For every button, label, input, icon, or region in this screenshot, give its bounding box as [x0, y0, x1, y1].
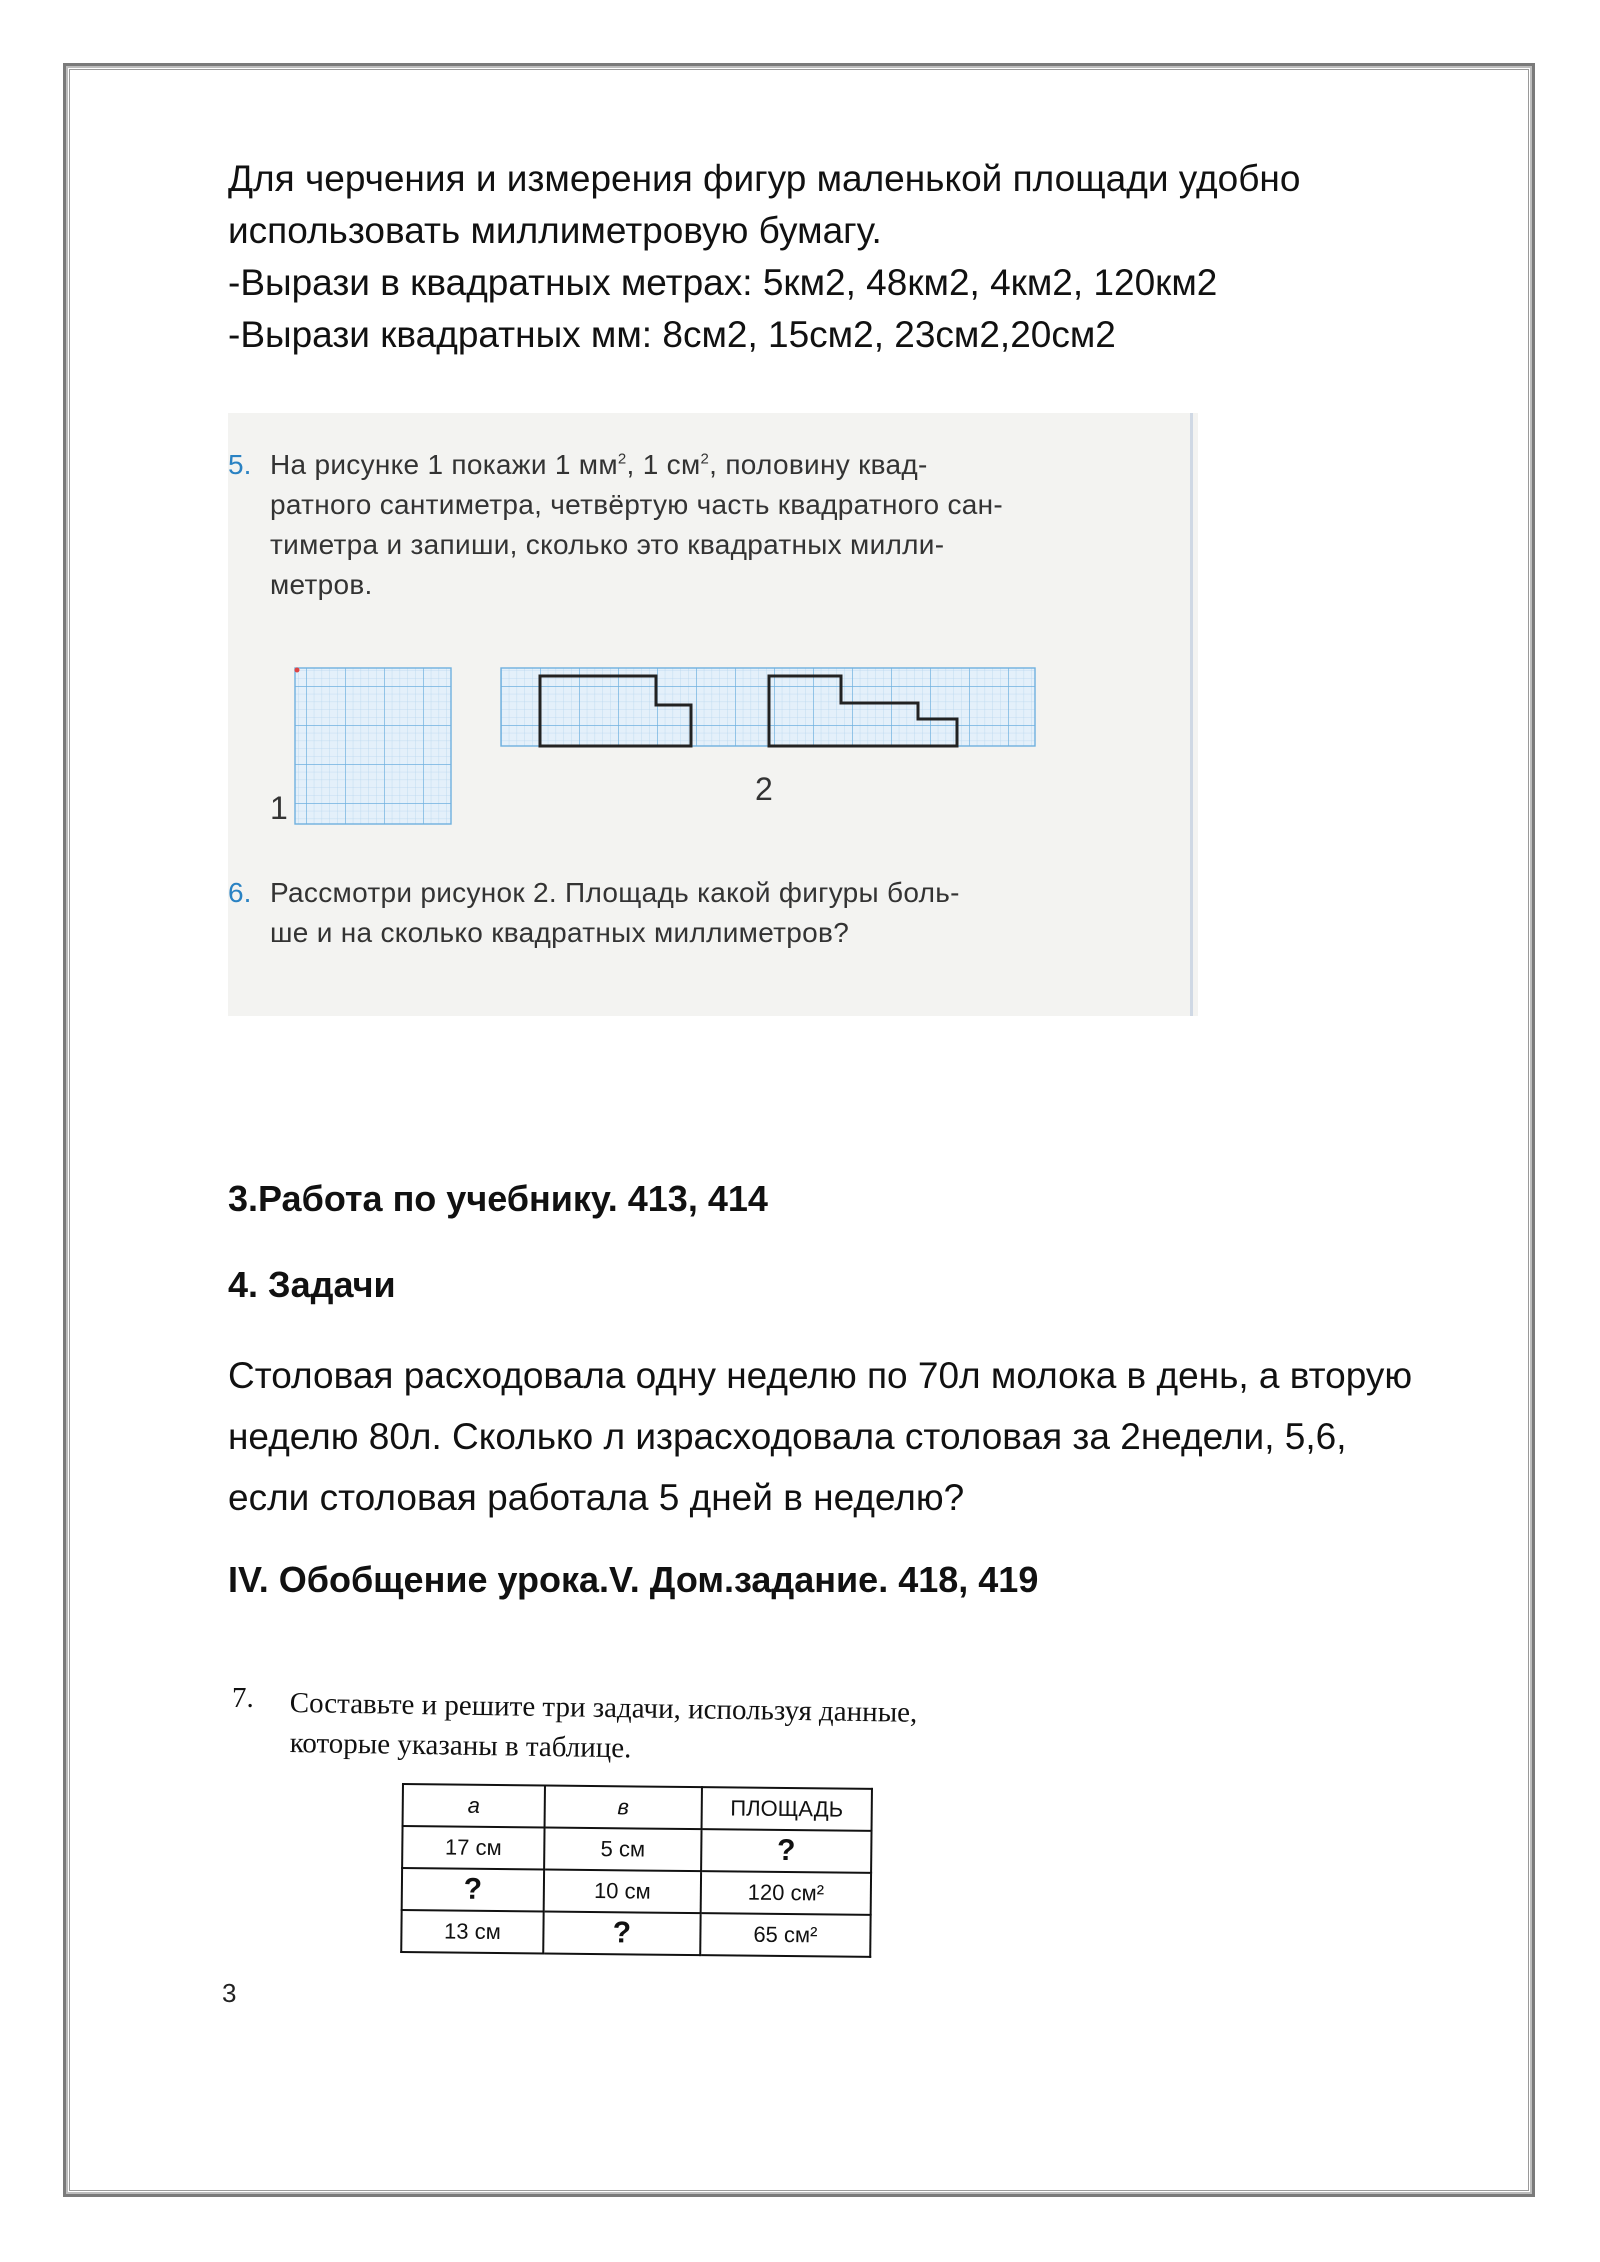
figure1-label: 1	[270, 790, 288, 826]
task7-table	[400, 1783, 873, 1958]
table-cell: ?	[701, 1829, 871, 1873]
table-header-cell: в	[545, 1785, 702, 1829]
intro-line-4: -Вырази квадратных мм: 8см2, 15см2, 23см2,20см2	[228, 314, 1116, 355]
task5-line-4: метров.	[270, 569, 373, 600]
task7-number: 7.	[232, 1682, 254, 1714]
table-cell: ?	[543, 1911, 700, 1955]
table-cell: 5 см	[544, 1827, 701, 1871]
figure2-grid	[501, 668, 1035, 746]
task7-line-2: которые указаны в таблице.	[289, 1727, 632, 1765]
table-header-row	[403, 1784, 872, 1831]
figure2-label: 2	[755, 771, 773, 807]
problem-line-3: если столовая работала 5 дней в неделю?	[228, 1477, 965, 1518]
table-cell: 13 см	[401, 1910, 543, 1953]
textbook-scan-image	[228, 413, 1198, 1016]
table-row	[401, 1910, 870, 1957]
table-header-cell: ПЛОЩАДЬ	[702, 1787, 872, 1831]
task6-number: 6.	[228, 877, 252, 908]
problem-line-1: Столовая расходовала одну неделю по 70л молока в день, а вторую	[228, 1355, 1413, 1396]
section-4-heading: 4. Задачи	[228, 1264, 396, 1305]
table-cell: 10 см	[544, 1869, 701, 1913]
table-cell: 17 см	[402, 1826, 544, 1869]
table-cell: 65 см²	[700, 1913, 870, 1957]
section-5-heading: IV. Обобщение урока.V. Дом.задание. 418, 419	[228, 1559, 1039, 1600]
intro-line-2: использовать миллиметровую бумагу.	[228, 210, 882, 251]
intro-line-1: Для черчения и измерения фигур маленькой площади удобно	[228, 158, 1301, 199]
task6-line-1: Рассмотри рисунок 2. Площадь какой фигуры боль-	[270, 877, 960, 908]
table-cell: ?	[402, 1868, 544, 1911]
scan-edge	[1190, 413, 1193, 1016]
task5-line-1: На рисунке 1 покажи 1 $мм^2$, 1 $см^2$, половину квад-	[270, 449, 928, 480]
task5-line-2: ратного сантиметра, четвёртую часть квадратного сан-	[270, 489, 1004, 520]
table-header-cell: а	[403, 1784, 545, 1827]
figure1-grid	[295, 668, 452, 825]
task6-line-2: ше и на сколько квадратных миллиметров?	[270, 917, 850, 948]
task7-line-1: Составьте и решите три задачи, используя данные,	[289, 1687, 918, 1729]
table-cell: 120 см²	[701, 1871, 871, 1915]
table-row	[402, 1826, 871, 1873]
task5-number: 5.	[228, 449, 252, 480]
problem-line-2: неделю 80л. Сколько л израсходовала столовая за 2недели, 5,6,	[228, 1416, 1347, 1457]
task5-line-3: тиметра и запиши, сколько это квадратных милли-	[270, 529, 945, 560]
section-3-heading: 3.Работа по учебнику. 413, 414	[228, 1178, 768, 1219]
scan-page-mark: 3	[222, 1978, 237, 2008]
table-row	[402, 1868, 871, 1915]
intro-line-3: -Вырази в квадратных метрах: 5км2, 48км2, 4км2, 120км2	[228, 262, 1218, 303]
